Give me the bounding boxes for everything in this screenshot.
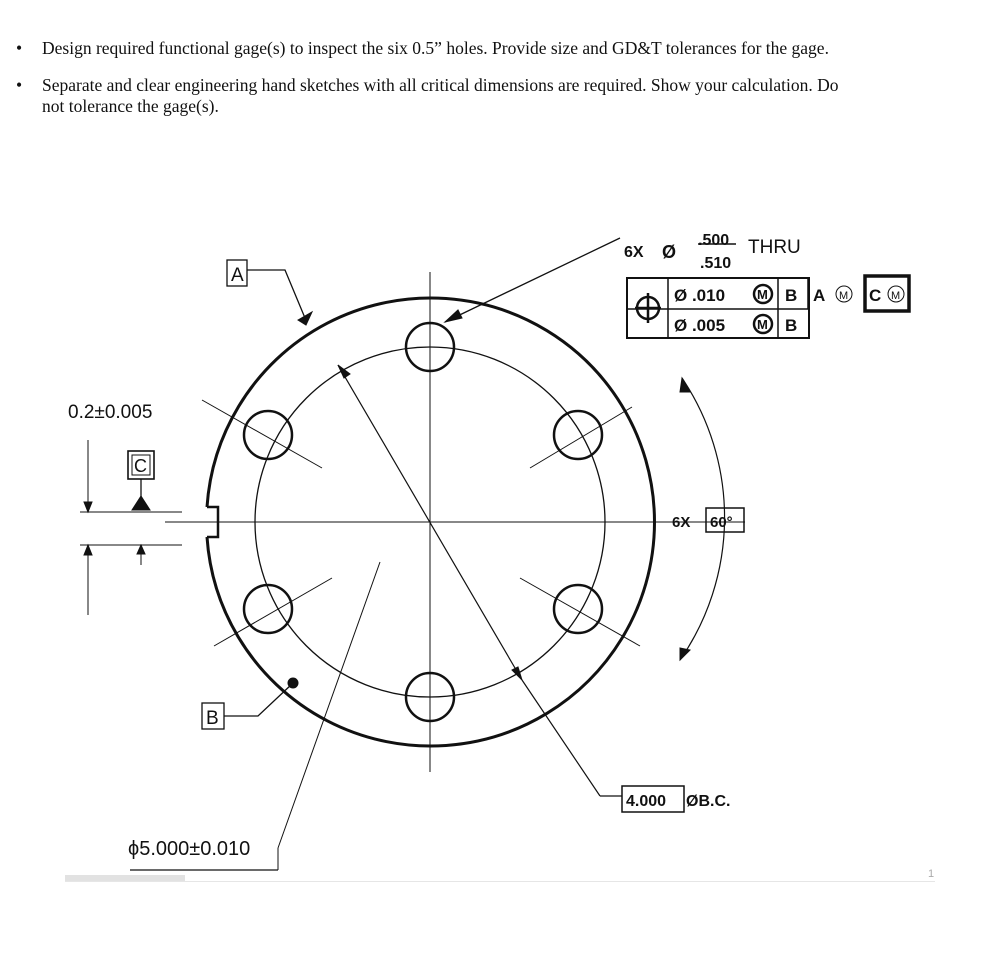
fcf-tolerance-1: Ø .010 — [674, 286, 726, 305]
angle-value: 60° — [710, 514, 733, 531]
diameter-symbol: Ø — [662, 242, 677, 262]
fcf-datum-a: A — [813, 286, 826, 305]
page-number: 1 — [928, 868, 935, 880]
instruction-text: Design required functional gage(s) to inspect the six 0.5” holes. Provide size and GD&T tolerances for the gage. — [42, 38, 829, 58]
thru-label: THRU — [748, 237, 801, 258]
fcf-datum-b: B — [785, 286, 798, 305]
bolt-circle-suffix: ØB.C. — [686, 793, 731, 810]
outer-diameter-dimension: ϕ5.000±0.010 — [128, 838, 251, 860]
hole — [244, 585, 292, 633]
datum-a-label: A — [231, 265, 244, 286]
hole-size-upper: .500 — [698, 232, 730, 249]
hole-size-lower: .510 — [700, 255, 732, 272]
datum-c-label: C — [134, 456, 147, 476]
hole — [554, 411, 602, 459]
fcf-modifier-2: M — [757, 317, 768, 332]
fcf-datum-a-modifier: M — [839, 290, 849, 302]
notch-dimension: 0.2±0.005 — [68, 402, 153, 423]
hole — [244, 411, 292, 459]
fcf-datum-c-modifier: M — [891, 290, 901, 302]
hole — [554, 585, 602, 633]
bolt-circle-value: 4.000 — [626, 793, 667, 810]
instruction-item: • Separate and clear engineering hand sketches with all critical dimensions are required. Show your calculation. Do not tolerance the gage(s). — [16, 75, 839, 116]
fcf-datum-c: C — [869, 286, 882, 305]
instruction-text: Separate and clear engineering hand sketches with all critical dimensions are required. Show your calculation. Do not tolerance the gage(s). — [42, 75, 839, 116]
datum-b-label: B — [206, 708, 219, 729]
fcf-datum-b-2: B — [785, 316, 798, 335]
instruction-item: • Design required functional gage(s) to inspect the six 0.5” holes. Provide size and GD&T tolerances for the gage. — [16, 38, 829, 58]
feature-control-frame — [627, 276, 909, 338]
hole-count: 6X — [624, 244, 644, 261]
fcf-modifier-1: M — [757, 287, 768, 302]
fcf-tolerance-2: Ø .005 — [674, 316, 726, 335]
angle-count: 6X — [672, 514, 691, 531]
footer-divider — [65, 881, 935, 882]
